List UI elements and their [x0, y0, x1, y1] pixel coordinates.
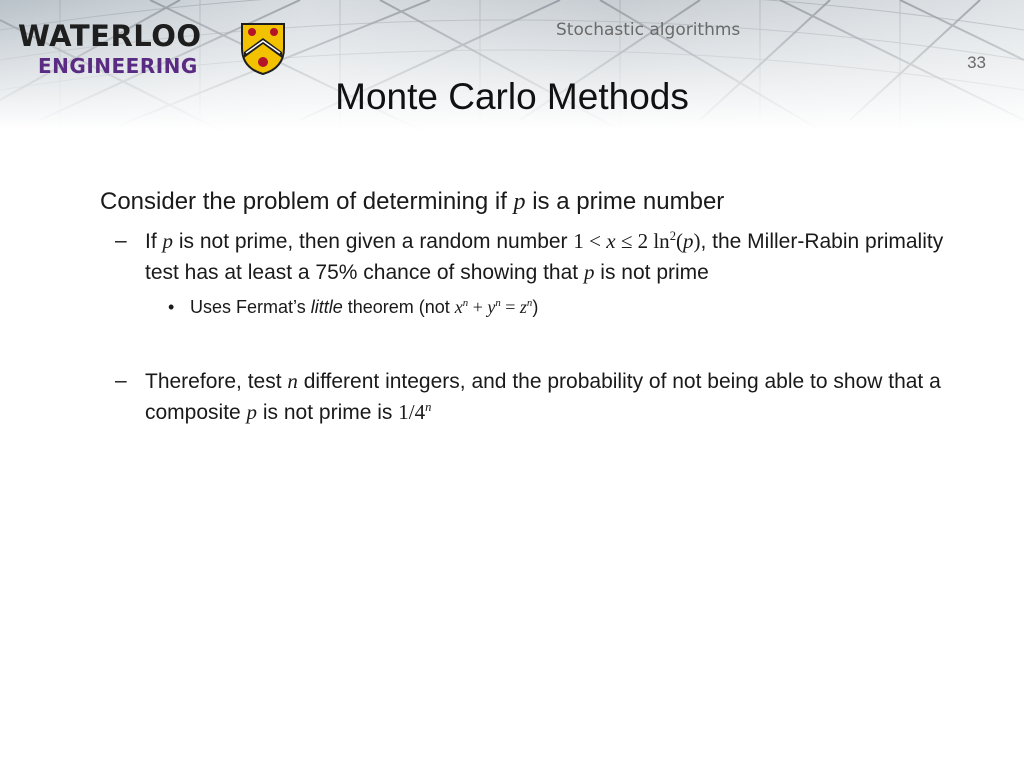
- spacer: [100, 320, 960, 358]
- slide-title: Monte Carlo Methods: [335, 76, 689, 117]
- bullet-level2-probability: – Therefore, test n different integers, and the probability of not being able to show that a composite p is not prime is 1/4$^n$: [145, 366, 960, 428]
- bullet-level3-fermat: • Uses Fermat’s little theorem (not $x^n + y^n = z^n$): [190, 294, 960, 320]
- waterloo-engineering-logo: [18, 20, 202, 78]
- math-var-p: p: [513, 189, 526, 215]
- math-inequality: 1 < x ≤ 2 $\ln^2(p)$: [573, 229, 701, 253]
- dash-bullet: –: [115, 369, 127, 392]
- math-fermat-equation: $x^n + y^n = z^n$: [454, 297, 533, 317]
- logo-wordmark-engineering: ENGINEERING: [38, 54, 198, 78]
- math-var-p: p: [583, 260, 595, 284]
- course-title: Stochastic algorithms: [556, 20, 741, 40]
- bullet-level2-miller-rabin: – If p is not prime, then given a random number 1 < x ≤ 2 $\ln^2(p)$, the Miller-Rabin primality test has at least a 75% chance of showing that p is not prime: [145, 226, 960, 288]
- dot-bullet: •: [168, 297, 175, 317]
- slide-body: [100, 186, 960, 428]
- university-crest-icon: [240, 22, 286, 81]
- slide-number: 33: [967, 53, 986, 72]
- dash-bullet: –: [115, 229, 127, 252]
- math-var-n: n: [287, 369, 298, 393]
- math-var-p: p: [162, 229, 174, 253]
- math-var-p: p: [246, 400, 258, 424]
- emphasis-little: little: [310, 297, 343, 317]
- logo-wordmark-waterloo: WATERLOO: [18, 19, 202, 53]
- math-probability: 1/4$^n$: [398, 400, 432, 424]
- bullet-level1-prime-problem: Consider the problem of determining if p is a prime number: [100, 188, 725, 215]
